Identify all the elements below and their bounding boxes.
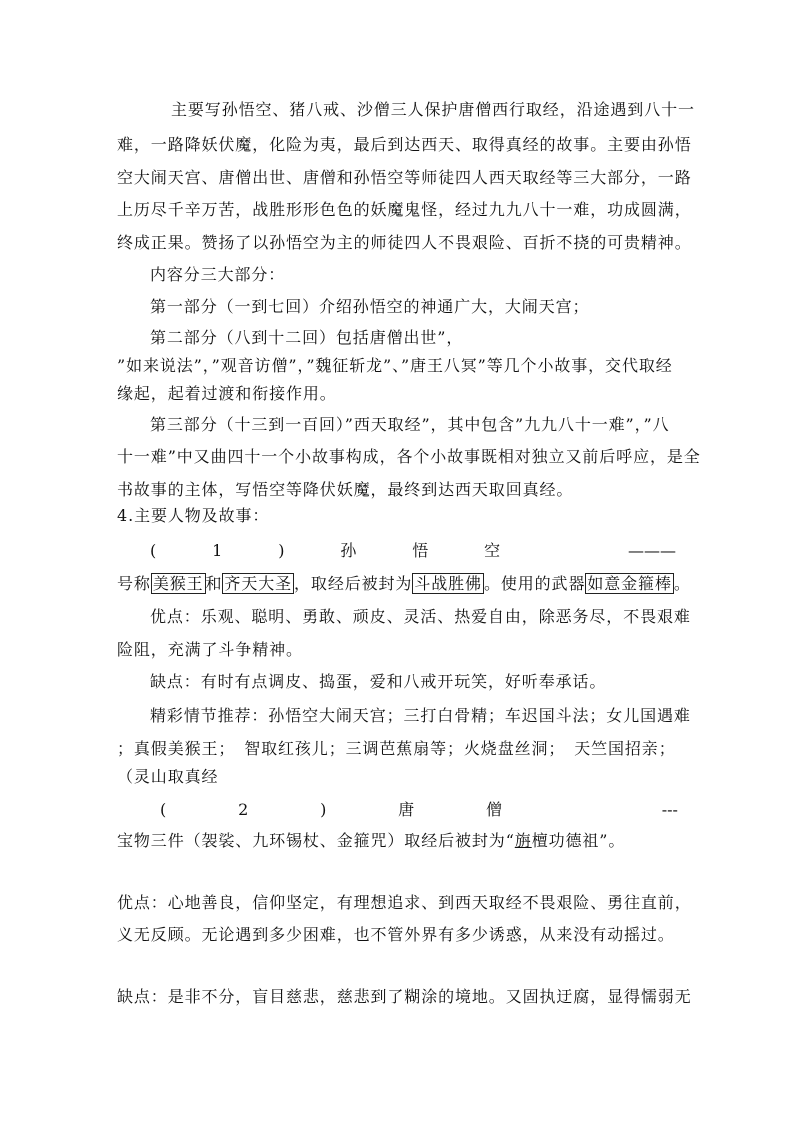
tangseng-treasures-line (117, 831, 677, 851)
part-two-line-1: 第二部分（八到十二回）包括唐僧出世”， (150, 328, 464, 347)
part-two-line-3: 缘起，起着过渡和衔接作用。 (117, 384, 337, 403)
wukong-plots-2: ；真假美猴王； 智取红孩儿；三调芭蕉扇等；火烧盘丝洞； 天竺国招亲； (117, 739, 676, 758)
wukong-title-prefix: ，取经后被封为 (294, 574, 413, 593)
part-three-line-2: 十一难”中又曲四十一个小故事构成，各个小故事既相对独立又前后呼应，是全 (117, 447, 701, 466)
wukong-alias-and: 和 (205, 574, 223, 593)
wukong-alias-line (117, 574, 691, 594)
tangseng-title-rest: 檀功德祖”。 (531, 831, 626, 850)
wukong-heading-row (150, 541, 676, 561)
parts-heading: 内容分三大部分： (150, 265, 286, 284)
wukong-name-char-2: 悟 (412, 541, 429, 560)
tangseng-num-close: ) (320, 800, 327, 819)
tangseng-name-char-1: 唐 (398, 800, 415, 819)
wukong-weapon-prefix: 。使用的武器 (483, 574, 586, 593)
part-three-line-1: 第三部分（十三到一百回）”西天取经”，其中包含”九九八十一难”，”八 (150, 415, 670, 434)
tangseng-heading-row (160, 800, 678, 820)
tangseng-dash: --- (661, 800, 678, 819)
intro-line-2: 难，一路降妖伏魔，化险为夷，最后到达西天、取得真经的故事。主要由孙悟 (117, 135, 692, 154)
intro-line-3: 空大闹天宫、唐僧出世、唐僧和孙悟空等师徒四人西天取经等三大部分，一路 (117, 168, 692, 187)
wukong-num-close: ) (278, 541, 285, 560)
wukong-dash: ——— (627, 541, 676, 560)
wukong-num-open: ( (150, 541, 157, 560)
wukong-plots-1: 精彩情节推荐：孙悟空大闹天宫；三打白骨精；车迟国斗法；女儿国遇难 (150, 706, 691, 725)
tangseng-flaws: 缺点：是非不分，盲目慈悲，慈悲到了糊涂的境地。又固执迂腐，显得懦弱无 (117, 987, 692, 1006)
part-one: 第一部分（一到七回）介绍孙悟空的神通广大，大闹天宫； (150, 297, 590, 316)
part-three-line-3: 书故事的主体，写悟空等降伏妖魔，最终到达西天取回真经。 (117, 480, 574, 499)
wukong-flaws: 缺点：有时有点调皮、捣蛋，爱和八戒开玩笑，好听奉承话。 (150, 672, 607, 691)
characters-heading: 4.主要人物及故事： (117, 506, 270, 525)
tangseng-merits-2: 义无反顾。无论遇到多少困难，也不管外界有多少诱惑，从来没有动摇过。 (117, 925, 675, 944)
wukong-title: 斗战胜佛 (414, 574, 482, 593)
wukong-alias-end: 。 (673, 574, 691, 593)
tangseng-merits-1: 优点：心地善良，信仰坚定，有理想追求、到西天取经不畏艰险、勇往直前， (117, 893, 692, 912)
tangseng-treasures: 宝物三件（袈裟、九环锡杖、金箍咒）取经后被封为“ (117, 831, 515, 850)
wukong-merits-2: 险阻，充满了斗争精神。 (117, 640, 303, 659)
wukong-num: 1 (212, 541, 223, 560)
tangseng-num: 2 (238, 800, 249, 819)
tangseng-name-char-2: 僧 (486, 800, 503, 819)
wukong-name-char-1: 孙 (340, 541, 357, 560)
wukong-alias-2: 齐天大圣 (224, 574, 293, 593)
wukong-name-char-3: 空 (484, 541, 501, 560)
intro-line-4: 上历尽千辛万苦，战胜形形色色的妖魔鬼怪，经过九九八十一难，功成圆满， (117, 200, 692, 219)
tangseng-num-open: ( (160, 800, 167, 819)
part-two-line-2: ”如来说法”，”观音访僧”，”魏征斩龙”、”唐王八冥”等几个小故事，交代取经 (117, 356, 673, 375)
wukong-weapon: 如意金箍棒 (587, 574, 672, 593)
tangseng-title-underlined: 旃 (514, 831, 532, 850)
wukong-alias-1: 美猴王 (152, 574, 204, 593)
wukong-plots-3: （灵山取真经 (117, 767, 219, 786)
intro-line-1: 主要写孙悟空、猪八戒、沙僧三人保护唐僧西行取经，沿途遇到八十一 (171, 100, 695, 119)
wukong-alias-prefix: 号称 (117, 574, 151, 593)
intro-line-5: 终成正果。赞扬了以孙悟空为主的师徒四人不畏艰险、百折不挠的可贵精神。 (117, 233, 692, 252)
wukong-merits-1: 优点：乐观、聪明、勇敢、顽皮、灵活、热爱自由，除恶务尽，不畏艰难 (150, 607, 691, 626)
